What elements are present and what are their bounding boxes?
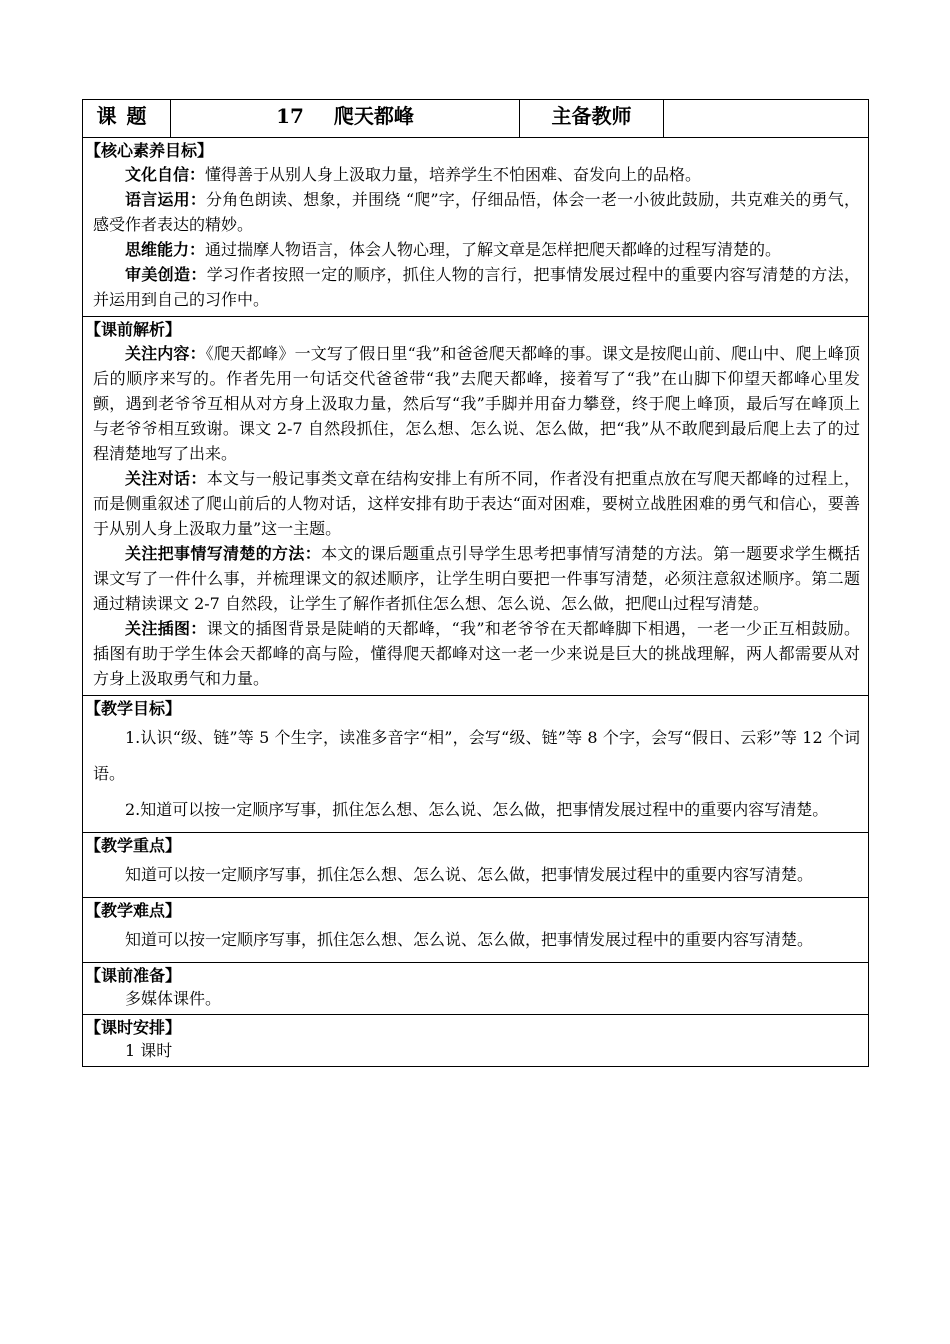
item-text: 懂得善于从别人身上汲取力量，培养学生不怕困难、奋发向上的品格。 bbox=[205, 165, 702, 184]
item-label: 审美创造： bbox=[125, 265, 207, 284]
analysis-item bbox=[93, 541, 860, 616]
objective-item: 1.认识“级、链”等 5 个生字，读准多音字“相”，会写“级、链”等 8 个字，会写“假日、云彩”等 12 个词语。 bbox=[93, 728, 860, 783]
item-text: 通过揣摩人物语言，体会人物心理，了解文章是怎样把爬天都峰的过程写清楚的。 bbox=[205, 240, 782, 259]
lesson-title: 爬天都峰 bbox=[333, 104, 414, 128]
key-points-text: 知道可以按一定顺序写事，抓住怎么想、怎么说、怎么做，把事情发展过程中的重要内容写清楚。 bbox=[125, 865, 814, 884]
section-title: 【课前准备】 bbox=[85, 966, 182, 985]
objectives-row bbox=[83, 696, 869, 833]
section-title: 【教学重点】 bbox=[85, 836, 182, 855]
item-label: 关注把事情写清楚的方法： bbox=[125, 544, 322, 563]
item-text: 《爬天都峰》一文写了假日里“我”和爸爸爬天都峰的事。课文是按爬山前、爬山中、爬上峰顶后的顺序来写的。作者先用一句话交代爸爸带“我”去爬天都峰，接着写了“我”在山脚下仰望天都峰心里发颤，遇到老爷爷互相从对方身上汲取力量，然后写“我”手脚并用奋力攀登，终于爬上峰顶，最后写在峰顶上与老爷爷相互致谢。课文 2-7 自然段抓住，怎么想、怎么说、怎么做，把“我”从不敢爬到最后爬上去了的过程清楚地写了出来。 bbox=[93, 344, 860, 463]
key-points-row bbox=[83, 833, 869, 898]
topic-label: 课题 bbox=[83, 100, 171, 138]
objectives-section bbox=[83, 696, 869, 833]
preparation-section bbox=[83, 963, 869, 1015]
item-label: 关注对话： bbox=[125, 469, 207, 488]
core-goals-row bbox=[83, 138, 869, 317]
analysis-item bbox=[93, 341, 860, 466]
lesson-number: 17 bbox=[276, 104, 304, 128]
analysis-item bbox=[93, 616, 860, 691]
core-goal-item bbox=[93, 237, 860, 262]
section-title: 【教学目标】 bbox=[85, 699, 182, 718]
section-title: 【教学难点】 bbox=[85, 901, 182, 920]
section-title: 【课前解析】 bbox=[85, 320, 182, 339]
difficulties-section bbox=[83, 898, 869, 963]
item-text: 课文的插图背景是陡峭的天都峰，“我”和老爷爷在天都峰脚下相遇，一老一少正互相鼓励。插图有助于学生体会天都峰的高与险，懂得爬天都峰对这一老一少来说是巨大的挑战理解，两人都需要从对方身上汲取勇气和力量。 bbox=[93, 619, 860, 688]
section-title: 【核心素养目标】 bbox=[85, 141, 214, 160]
core-goal-item bbox=[93, 162, 860, 187]
core-goal-item bbox=[93, 187, 860, 237]
lesson-plan-document bbox=[82, 99, 869, 1067]
item-text: 分角色朗读、想象，并围绕 “爬”字，仔细品悟，体会一老一小彼此鼓励，共克难关的勇气，感受作者表达的精妙。 bbox=[93, 190, 860, 234]
item-text: 本文的课后题重点引导学生思考把事情写清楚的方法。第一题要求学生概括课文写了一件什么事，并梳理课文的叙述顺序，让学生明白要把一件事写清楚，必须注意叙述顺序。第二题通过精读课文 2-7 自然段，让学生了解作者抓住怎么想、怎么说、怎么做，把爬山过程写清楚。 bbox=[93, 544, 860, 613]
header-row bbox=[83, 100, 869, 138]
teacher-label: 主备教师 bbox=[520, 100, 664, 138]
item-text: 本文与一般记事类文章在结构安排上有所不同，作者没有把重点放在写爬天都峰的过程上，而是侧重叙述了爬山前后的人物对话，这样安排有助于表达“面对困难，要树立战胜困难的勇气和信心，要善于从别人身上汲取力量”这一主题。 bbox=[93, 469, 860, 538]
schedule-row bbox=[83, 1015, 869, 1067]
item-label: 文化自信： bbox=[125, 165, 206, 184]
preparation-text: 多媒体课件。 bbox=[125, 989, 222, 1008]
key-points-section bbox=[83, 833, 869, 898]
item-label: 关注内容： bbox=[125, 344, 206, 363]
teacher-value bbox=[664, 100, 869, 138]
item-text: 学习作者按照一定的顺序，抓住人物的言行，把事情发展过程中的重要内容写清楚的方法，并运用到自己的习作中。 bbox=[93, 265, 860, 309]
item-label: 思维能力： bbox=[125, 240, 206, 259]
difficulties-row bbox=[83, 898, 869, 963]
difficulties-text: 知道可以按一定顺序写事，抓住怎么想、怎么说、怎么做，把事情发展过程中的重要内容写清楚。 bbox=[125, 930, 814, 949]
section-title: 【课时安排】 bbox=[85, 1018, 182, 1037]
schedule-text: 1 课时 bbox=[125, 1041, 173, 1060]
core-goals-section bbox=[83, 138, 869, 317]
item-label: 关注插图： bbox=[125, 619, 207, 638]
lesson-title-cell bbox=[171, 100, 520, 138]
schedule-section bbox=[83, 1015, 869, 1067]
core-goal-item bbox=[93, 262, 860, 312]
analysis-section bbox=[83, 317, 869, 696]
preparation-row bbox=[83, 963, 869, 1015]
analysis-row bbox=[83, 317, 869, 696]
item-label: 语言运用： bbox=[125, 190, 207, 209]
objective-item: 2.知道可以按一定顺序写事，抓住怎么想、怎么说、怎么做，把事情发展过程中的重要内容写清楚。 bbox=[125, 800, 829, 819]
lesson-plan-table bbox=[82, 99, 869, 1067]
analysis-item bbox=[93, 466, 860, 541]
